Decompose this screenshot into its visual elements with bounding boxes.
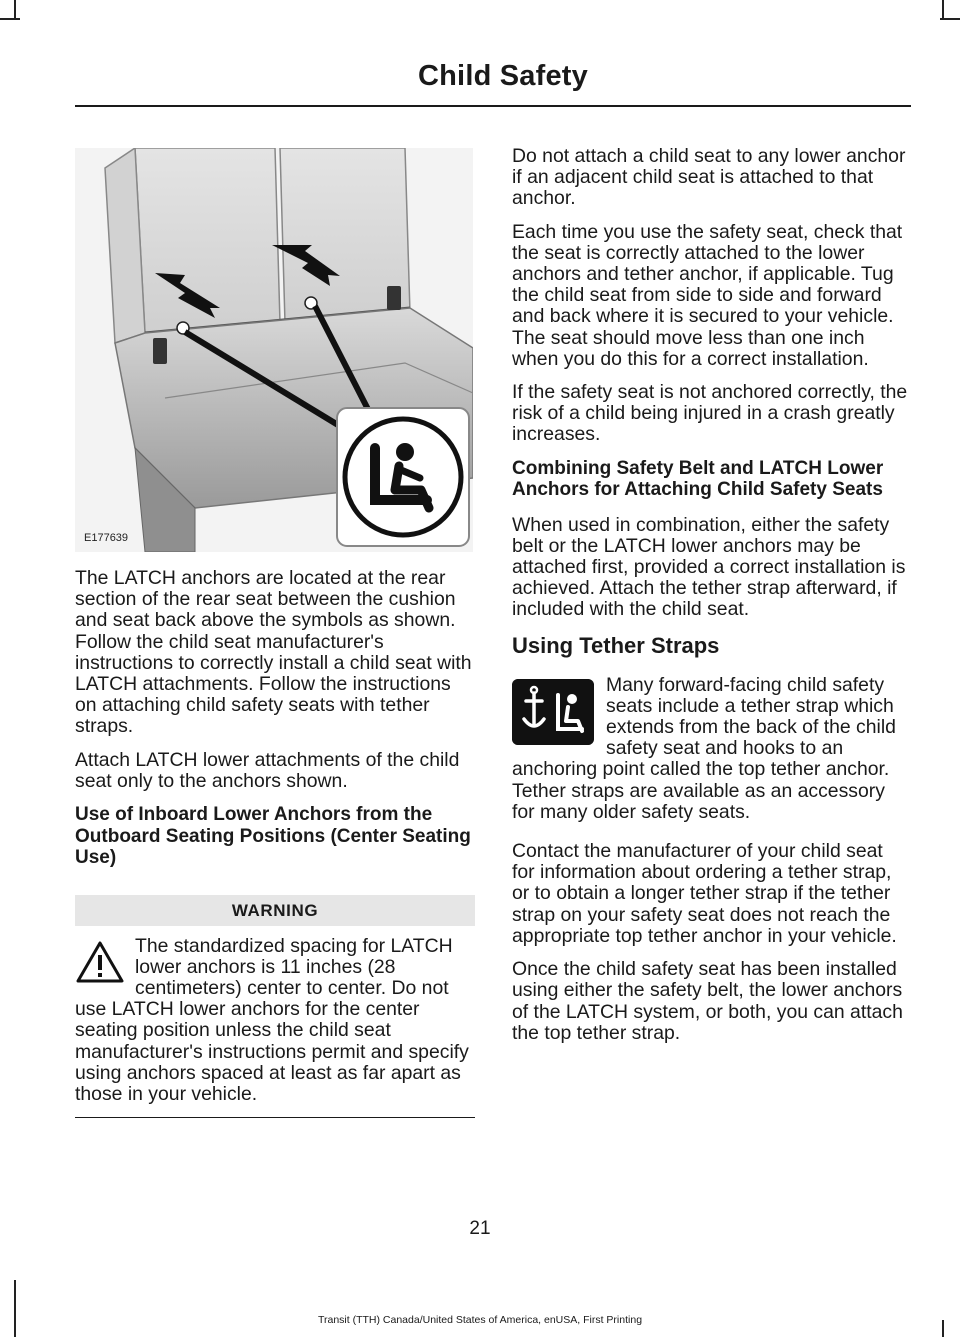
warning-divider bbox=[75, 1117, 475, 1118]
risk-paragraph: If the safety seat is not anchored correctly, the risk of a child being injured in a crash greatly increases. bbox=[512, 381, 908, 446]
combining-heading: Combining Safety Belt and LATCH Lower Anchors for Attaching Child Safety Seats bbox=[512, 457, 884, 501]
latch-location-paragraph: The LATCH anchors are located at the rear section of the rear seat between the cushion and seat back above the symbols as shown. Follow the child seat manufacturer's instructions to correctly install a child seat with LATCH attachments. Follow the instructions on attaching child safety seats with tether straps. bbox=[75, 567, 472, 738]
crop-mark bbox=[942, 0, 944, 20]
inboard-anchors-heading: Use of Inboard Lower Anchors from the Outboard Seating Positions (Center Seating Use) bbox=[75, 804, 471, 869]
tether-straps-heading: Using Tether Straps bbox=[512, 632, 720, 658]
adjacent-seat-paragraph: Do not attach a child seat to any lower anchor if an adjacent child seat is attached to that anchor. bbox=[512, 145, 906, 210]
warning-label: WARNING bbox=[75, 895, 475, 926]
left-column bbox=[75, 148, 475, 1118]
page-number: 21 bbox=[469, 1218, 491, 1239]
tether-anchor-icon bbox=[512, 679, 594, 745]
page-section-title: Child Safety bbox=[418, 60, 588, 92]
warning-text: The standardized spacing for LATCH lower anchors is 11 inches (28 centimeters) center to center. Do not use LATCH lower anchors for the center seating position unless the child seat manufacturer's instructions permit and specify using anchors spaced at least as far apart as those in your vehicle. bbox=[75, 934, 469, 1105]
attach-anchors-paragraph: Attach LATCH lower attachments of the child seat only to the anchors shown. bbox=[75, 748, 460, 792]
printing-note: Transit (TTH) Canada/United States of America, enUSA, First Printing bbox=[317, 1314, 643, 1326]
combination-paragraph: When used in combination, either the safety belt or the LATCH lower anchors may be attached first, provided a correct installation is achieved. Attach the tether strap afterward, if included with the child seat. bbox=[512, 513, 906, 621]
crop-mark bbox=[14, 0, 16, 20]
header-divider bbox=[75, 105, 911, 107]
warning-triangle-icon bbox=[75, 940, 125, 984]
crop-mark bbox=[940, 18, 960, 20]
figure-id: E177639 bbox=[84, 532, 129, 544]
latch-anchor-figure bbox=[75, 148, 473, 552]
check-attachment-paragraph: Each time you use the safety seat, check that the seat is correctly attached to the lower anchors and tether anchor, if applicable. Tug the child seat from side to side and forward and back where it is secured to your vehicle. The seat should move less than one inch when you do this for a correct installation. bbox=[512, 220, 903, 370]
contact-manufacturer-paragraph: Contact the manufacturer of your child seat for information about ordering a tether strap, or to obtain a longer tether strap if the tether strap on your safety seat does not reach the appropriate top tether anchor in your vehicle. bbox=[512, 840, 897, 947]
attach-tether-paragraph: Once the child safety seat has been installed using either the safety belt, the lower anchors of the LATCH system, or both, you can attach the top tether strap. bbox=[512, 958, 903, 1044]
tether-description-paragraph: Many forward-facing child safety seats include a tether strap which extends from the back of the child safety seat and hooks to an anchoring point called the top tether anchor. Tether straps are available as an accessory for many older safety seats. bbox=[512, 673, 896, 823]
right-column bbox=[512, 146, 908, 1056]
crop-mark bbox=[14, 1280, 16, 1337]
rear-seat-illustration bbox=[75, 148, 473, 552]
crop-mark bbox=[0, 18, 20, 20]
